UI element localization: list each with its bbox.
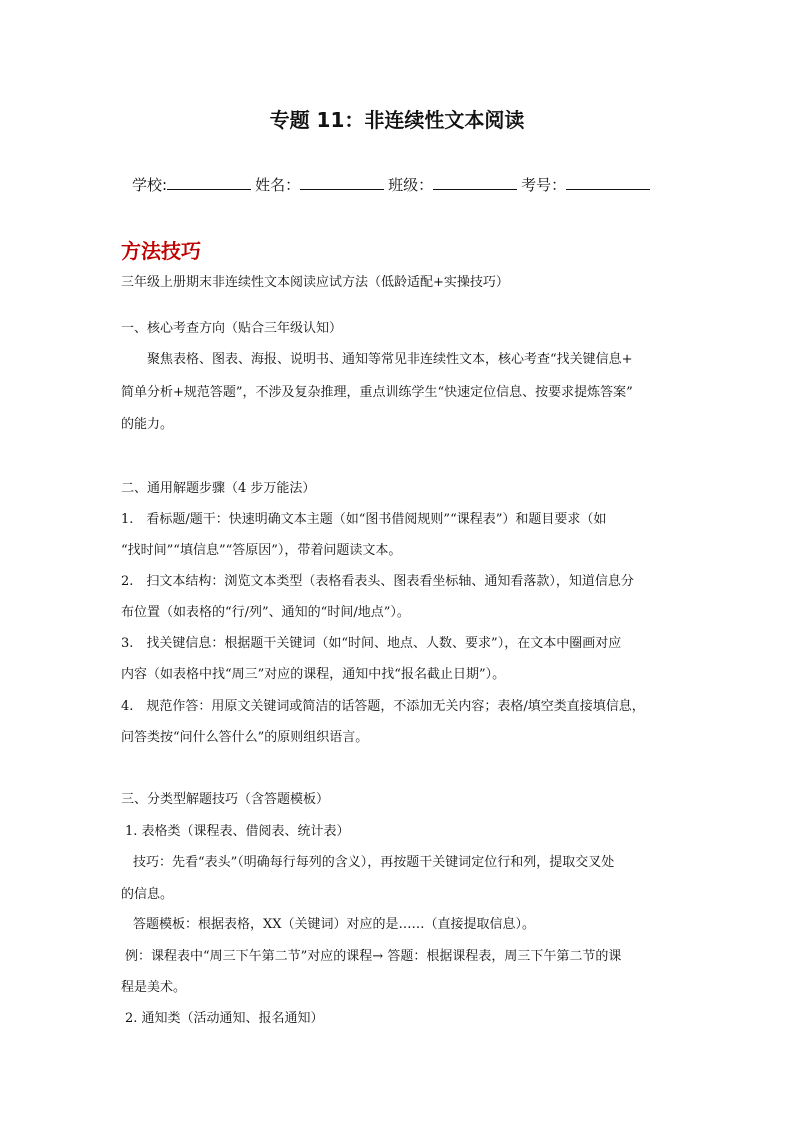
s3-item-1-template: 答题模板：根据表格，XX（关键词）对应的是……（直接提取信息）。 (133, 917, 536, 932)
school-blank[interactable] (167, 175, 251, 190)
s2-heading: 二、通用解题步骤（4 步万能法） (121, 481, 316, 496)
page-title: 专题 11：非连续性文本阅读 (269, 108, 525, 132)
s3-item-1-example-cont: 程是美术。 (121, 980, 187, 995)
s3-item-1-tip: 技巧：先看“表头”（明确每行每列的含义），再按题干关键词定位行和列，提取交叉处 (133, 855, 615, 870)
s2-step-2: 2. 扫文本结构：浏览文本类型（表格看表头、图表看坐标轴、通知看落款），知道信息分 (121, 574, 634, 589)
name-label: 姓名： (255, 176, 301, 194)
s1-paragraph-line: 的能力。 (121, 417, 174, 432)
s3-item-1: 1. 表格类（课程表、借阅表、统计表） (125, 824, 350, 839)
number-label: 考号： (521, 176, 567, 194)
s3-heading: 三、分类型解题技巧（含答题模板） (121, 792, 330, 807)
s1-heading: 一、核心考查方向（贴合三年级认知） (121, 321, 343, 336)
class-label: 班级： (388, 176, 434, 194)
name-blank[interactable] (300, 175, 384, 190)
student-info-line (132, 174, 654, 195)
s3-item-1-tip-cont: 的信息。 (121, 887, 174, 902)
section-heading: 方法技巧 (121, 239, 201, 263)
s2-step-4: 4. 规范作答：用原文关键词或简洁的话答题，不添加无关内容；表格/填空类直接填信息， (121, 699, 645, 714)
number-blank[interactable] (566, 175, 650, 190)
s2-step-3-cont: 内容（如表格中找“周三”对应的课程，通知中找“报名截止日期”）。 (121, 667, 506, 682)
s2-step-2-cont: 布位置（如表格的“行/列”、通知的“时间/地点”）。 (121, 605, 410, 620)
subtitle: 三年级上册期末非连续性文本阅读应试方法（低龄适配+实操技巧） (121, 275, 509, 290)
s2-step-4-cont: 问答类按“问什么答什么”的原则组织语言。 (121, 730, 369, 745)
s3-item-2: 2. 通知类（活动通知、报名通知） (125, 1011, 324, 1026)
class-blank[interactable] (433, 175, 517, 190)
s2-step-1: 1. 看标题/题干：快速明确文本主题（如“图书借阅规则”“课程表”）和题目要求（如 (121, 512, 607, 527)
s2-step-1-cont: “找时间”“填信息”“答原因”），带着问题读文本。 (121, 543, 402, 558)
s3-item-1-example: 例：课程表中“周三下午第二节”对应的课程→ 答题：根据课程表，周三下午第二节的课 (125, 949, 622, 964)
school-label: 学校: (132, 176, 168, 194)
s1-paragraph-line: 简单分析+规范答题”，不涉及复杂推理，重点训练学生“快速定位信息、按要求提炼答案” (121, 385, 633, 400)
s1-paragraph-line: 聚焦表格、图表、海报、说明书、通知等常见非连续性文本，核心考查“找关键信息+ (147, 352, 633, 367)
s2-step-3: 3. 找关键信息：根据题干关键词（如“时间、地点、人数、要求”），在文本中圈画对应 (121, 636, 622, 651)
